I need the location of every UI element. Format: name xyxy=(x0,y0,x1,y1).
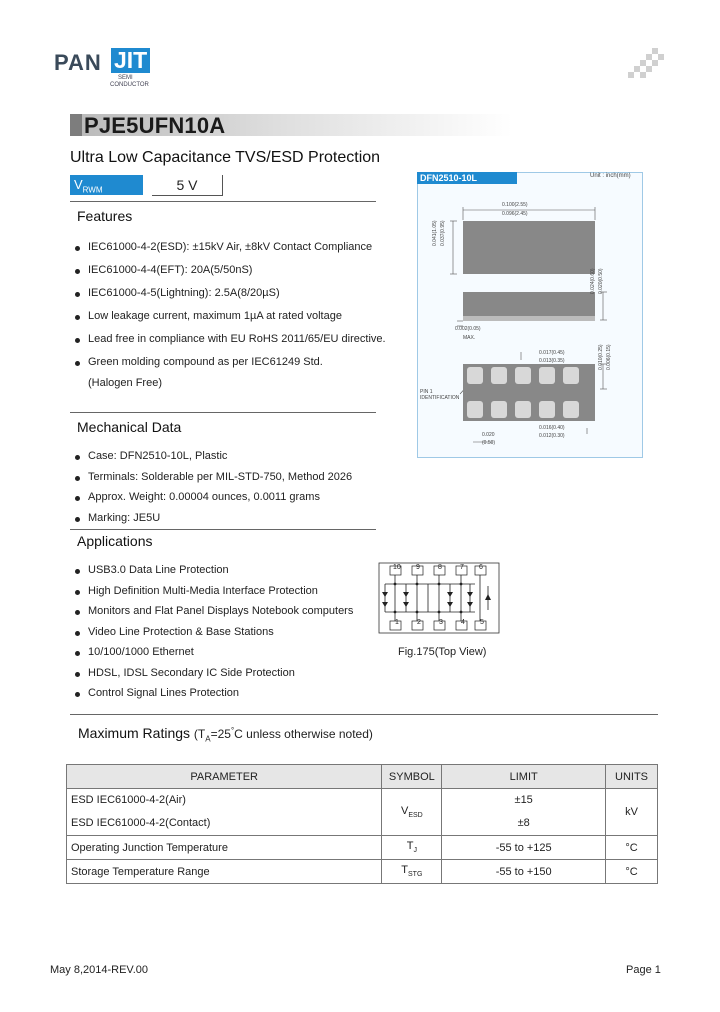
feature-item: Green molding compound as per IEC61249 Std. xyxy=(75,356,405,377)
package-top-body xyxy=(463,221,595,274)
feature-item: Lead free in compliance with EU RoHS 2011/65/EU directive. xyxy=(75,333,405,356)
application-item: 10/100/1000 Ethernet xyxy=(75,646,395,667)
logo-subtitle xyxy=(110,75,149,89)
mechanical-item: Approx. Weight: 0.00004 ounces, 0.0011 grams xyxy=(75,491,395,512)
application-item: Monitors and Flat Panel Displays Notebook computers xyxy=(75,605,395,626)
application-item: Video Line Protection & Base Stations xyxy=(75,626,395,647)
applications-heading: Applications xyxy=(77,533,153,549)
mechanical-heading: Mechanical Data xyxy=(77,419,182,435)
footer-page: Page 1 xyxy=(626,964,661,976)
vrwm-label-main: V xyxy=(74,177,83,192)
ratings-condition xyxy=(193,726,373,744)
table-row xyxy=(67,860,658,884)
pin-label-bottom: 5 xyxy=(480,619,484,626)
pin-label-bottom: 2 xyxy=(417,619,421,626)
applications-rule xyxy=(70,529,376,530)
application-item: High Definition Multi-Media Interface Protection xyxy=(75,585,395,606)
application-item: USB3.0 Data Line Protection xyxy=(75,564,395,585)
dim-width-min: 0.096(2.45) xyxy=(502,211,528,217)
feature-item: Low leakage current, maximum 1µA at rated voltage xyxy=(75,310,405,333)
cond-sub: A xyxy=(205,734,211,744)
cond-deg: ° xyxy=(230,726,235,735)
symbol-main: T xyxy=(406,840,414,853)
package-outline-drawing xyxy=(417,184,641,456)
dim-height-max: 0.041(1.05) xyxy=(432,220,438,246)
table-row xyxy=(67,836,658,860)
vrwm-label xyxy=(70,175,143,195)
pin-label-top: 9 xyxy=(416,564,420,571)
dim-side-min: 0.012(0.30) xyxy=(539,433,565,439)
applications-list xyxy=(75,564,395,708)
param-contact: ESD IEC61000-4-2(Contact) xyxy=(71,817,211,829)
pin1-id-line1: PIN 1 xyxy=(420,389,433,395)
symbol-main: T xyxy=(401,864,409,877)
dim-side-max: 0.016(0.40) xyxy=(539,425,565,431)
dim-pad-min: 0.013(0.35) xyxy=(539,358,565,364)
logo-brand-right: JIT xyxy=(111,48,150,73)
footer-date: May 8,2014-REV.00 xyxy=(50,964,149,976)
pin-label-top: 8 xyxy=(438,564,442,571)
unit-cell: °C xyxy=(606,860,658,884)
dim-thickness-max: 0.024(0.60) xyxy=(590,268,596,294)
cond-rest: C unless otherwise noted) xyxy=(234,727,373,741)
top-pin-labels xyxy=(390,564,502,574)
param-cell xyxy=(67,789,382,836)
unit-cell: kV xyxy=(606,789,658,836)
package-unit: Unit : inch(mm) xyxy=(590,173,631,179)
pin-label-bottom: 4 xyxy=(461,619,465,626)
logo-sub-line1: SEMI xyxy=(118,75,133,81)
symbol-sub: STG xyxy=(408,871,423,879)
application-item: Control Signal Lines Protection xyxy=(75,687,395,708)
feature-item: (Halogen Free) xyxy=(88,377,162,389)
title-accent xyxy=(70,114,82,136)
header-units: UNITS xyxy=(606,765,658,789)
features-list xyxy=(75,241,405,400)
mechanical-rule xyxy=(70,412,376,413)
dim-standoff-max: MAX. xyxy=(463,335,476,341)
application-item: HDSL, IDSL Secondary IC Side Protection xyxy=(75,667,395,688)
mechanical-list xyxy=(75,450,395,532)
logo-brand-left: PAN xyxy=(54,50,102,75)
ratings-rule xyxy=(70,714,658,715)
dim-lead-pitch: 0.020 xyxy=(482,432,495,438)
symbol-cell xyxy=(382,836,442,860)
ratings-table xyxy=(66,764,658,884)
mechanical-item: Terminals: Solderable per MIL-STD-750, Method 2026 xyxy=(75,471,395,492)
feature-item: IEC61000-4-2(ESD): ±15kV Air, ±8kV Contact Compliance xyxy=(75,241,405,264)
features-rule xyxy=(70,201,376,202)
table-row xyxy=(67,789,658,836)
dim-pitch-min: 0.006(0.15) xyxy=(606,344,612,370)
package-side-body xyxy=(463,292,595,316)
symbol-sub: J xyxy=(413,847,417,855)
vrwm-value: 5 V xyxy=(152,175,223,196)
dim-thickness-min: 0.020(0.50) xyxy=(598,268,604,294)
figure-caption: Fig.175(Top View) xyxy=(398,646,487,658)
param-cell: Storage Temperature Range xyxy=(67,860,382,884)
dim-width-max: 0.100(2.55) xyxy=(502,202,528,208)
symbol-main: V xyxy=(400,804,409,817)
bottom-pin-labels xyxy=(390,619,502,629)
param-air: ESD IEC61000-4-2(Air) xyxy=(71,794,186,806)
features-heading: Features xyxy=(77,208,133,224)
mechanical-item: Marking: JE5U xyxy=(75,512,395,533)
header-parameter: PARAMETER xyxy=(67,765,382,789)
header-symbol: SYMBOL xyxy=(382,765,442,789)
feature-item: IEC61000-4-5(Lightning): 2.5A(8/20µS) xyxy=(75,287,405,310)
header-limit: LIMIT xyxy=(442,765,606,789)
dim-standoff: 0.002(0.05) xyxy=(455,326,481,332)
checker-decoration-icon xyxy=(628,48,668,80)
dim-height-min: 0.037(0.95) xyxy=(440,220,446,246)
limit-contact: ±8 xyxy=(517,817,530,829)
dim-lead-pitch-mm: (0.50) xyxy=(482,440,496,446)
limit-air: ±15 xyxy=(514,794,533,806)
pin-label-bottom: 3 xyxy=(439,619,443,626)
pin-label-bottom: 1 xyxy=(395,619,399,626)
vrwm-label-sub: RWM xyxy=(82,185,103,195)
table-header-row xyxy=(67,765,658,789)
symbol-sub: ESD xyxy=(408,812,423,820)
logo-sub-line2: CONDUCTOR xyxy=(110,82,149,88)
cond-open: (T xyxy=(193,727,206,741)
package-name: DFN2510-10L xyxy=(417,172,517,184)
cond-mid: =25 xyxy=(210,727,231,741)
limit-cell: -55 to +125 xyxy=(442,836,606,860)
ratings-title: Maximum Ratings xyxy=(78,725,191,741)
param-cell: Operating Junction Temperature xyxy=(67,836,382,860)
ratings-heading xyxy=(78,725,373,743)
symbol-cell xyxy=(382,860,442,884)
symbol-cell xyxy=(382,789,442,836)
limit-cell xyxy=(442,789,606,836)
package-side-leads xyxy=(463,316,595,321)
page-subtitle: Ultra Low Capacitance TVS/ESD Protection xyxy=(70,149,381,166)
page-title: PJE5UFN10A xyxy=(84,113,226,138)
pin-label-top: 10 xyxy=(393,564,401,571)
mechanical-item: Case: DFN2510-10L, Plastic xyxy=(75,450,395,471)
dim-pitch-max: 0.010(0.25) xyxy=(598,344,604,370)
limit-cell: -55 to +150 xyxy=(442,860,606,884)
pin-label-top: 6 xyxy=(479,564,483,571)
pin-label-top: 7 xyxy=(460,564,464,571)
unit-cell: °C xyxy=(606,836,658,860)
pin1-id-line2: IDENTIFICATION xyxy=(420,395,460,401)
feature-item: IEC61000-4-4(EFT): 20A(5/50nS) xyxy=(75,264,405,287)
dim-pad-max: 0.017(0.45) xyxy=(539,350,565,356)
